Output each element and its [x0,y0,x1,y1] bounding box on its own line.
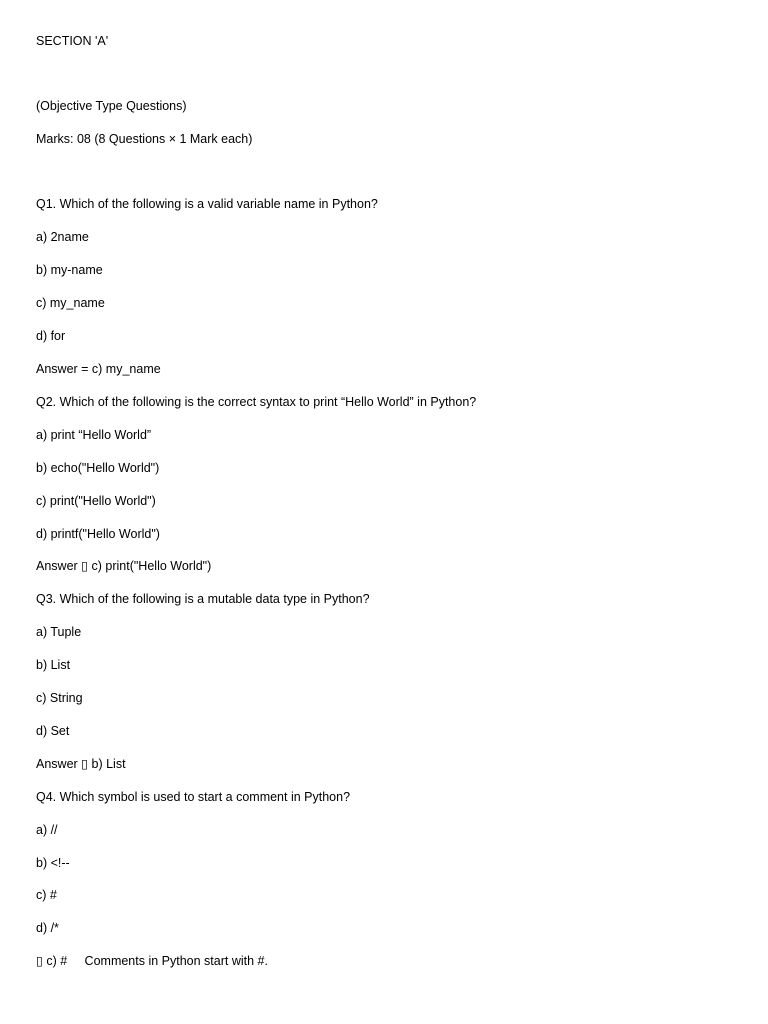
question-4: Q4. Which symbol is used to start a comment in Python? [36,790,351,804]
question-3-option-a: a) Tuple [36,625,82,639]
question-4-option-a: a) // [36,823,58,837]
question-1: Q1. Which of the following is a valid variable name in Python? [36,197,378,211]
question-1-option-c: c) my_name [36,296,105,310]
section-subtitle: (Objective Type Questions) [36,99,187,113]
question-1-option-a: a) 2name [36,230,89,244]
question-2-option-a: a) print “Hello World” [36,428,152,442]
question-1-option-b: b) my-name [36,263,103,277]
question-1-answer: Answer = c) my_name [36,362,161,376]
question-2-option-b: b) echo("Hello World") [36,461,160,475]
question-2-answer: Answer ▯ c) print("Hello World") [36,559,212,573]
question-2-option-d: d) printf("Hello World") [36,527,160,541]
question-3-option-c: c) String [36,691,83,705]
question-2-option-c: c) print("Hello World") [36,494,156,508]
question-4-option-c: c) # [36,888,57,902]
question-4-answer: ▯ c) # Comments in Python start with #. [36,954,268,968]
question-4-option-b: b) <!-- [36,856,70,870]
question-2: Q2. Which of the following is the correct syntax to print “Hello World” in Python? [36,395,477,409]
section-title: SECTION 'A' [36,34,109,48]
question-4-option-d: d) /* [36,921,59,935]
question-3: Q3. Which of the following is a mutable data type in Python? [36,592,370,606]
marks-line: Marks: 08 (8 Questions × 1 Mark each) [36,132,253,146]
question-3-option-b: b) List [36,658,71,672]
question-3-option-d: d) Set [36,724,70,738]
question-1-option-d: d) for [36,329,66,343]
question-3-answer: Answer ▯ b) List [36,757,126,771]
